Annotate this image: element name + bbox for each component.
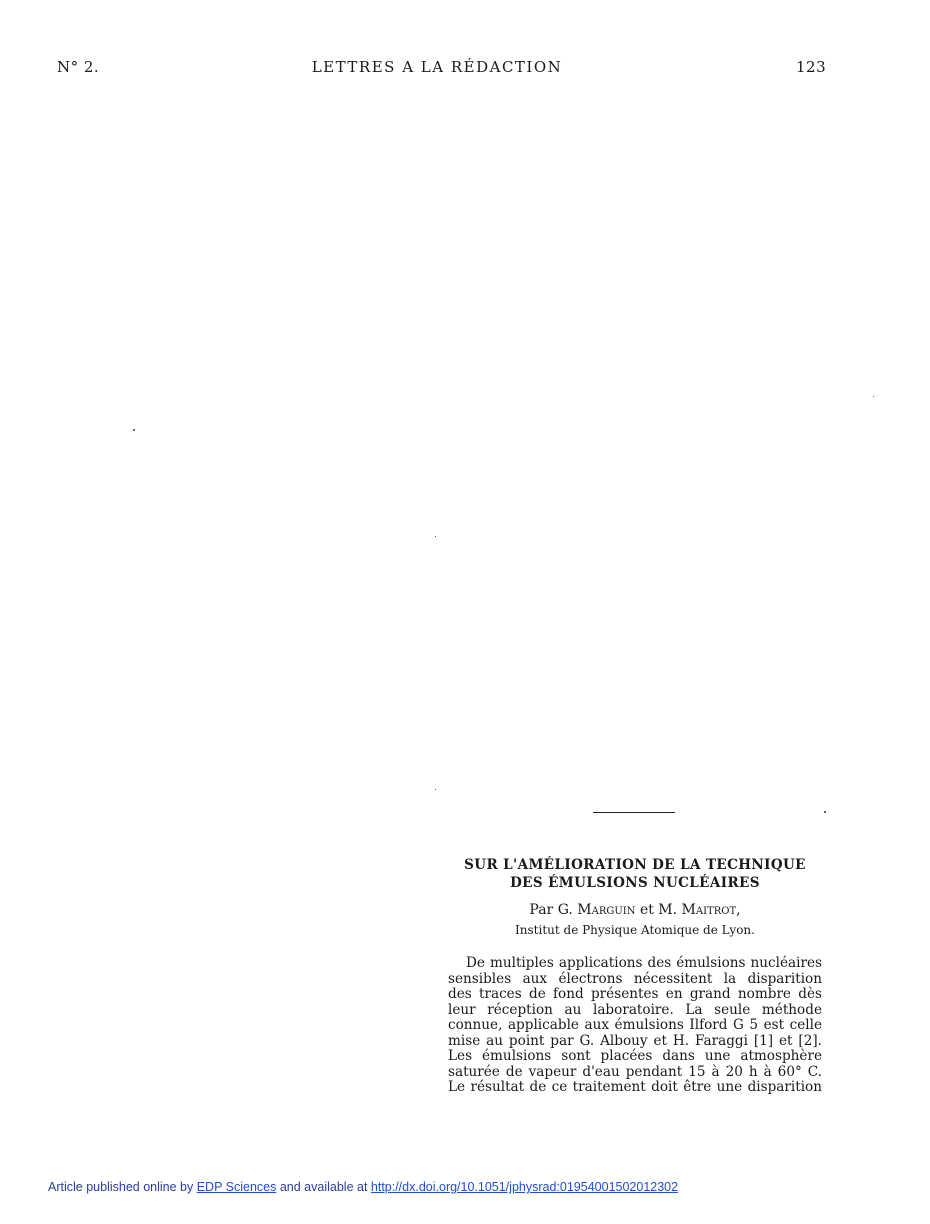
body-line: De multiples applications des émulsions nucléaires bbox=[466, 955, 822, 971]
article-title-line1: SUR L'AMÉLIORATION DE LA TECHNIQUE bbox=[464, 857, 806, 873]
body-line: leur réception au laboratoire. La seule méthode bbox=[448, 1001, 822, 1018]
edp-sciences-link[interactable]: EDP Sciences bbox=[196, 1180, 277, 1194]
page-number: 123 bbox=[796, 58, 827, 76]
speck bbox=[873, 396, 874, 397]
speck bbox=[435, 536, 436, 537]
byline-end: , bbox=[736, 902, 741, 918]
byline-et: et M. bbox=[635, 902, 682, 918]
article-body bbox=[448, 956, 822, 1096]
publication-footer bbox=[48, 1180, 678, 1194]
body-line: Les émulsions sont placées dans une atmosphère bbox=[448, 1048, 822, 1064]
body-line: des traces de fond présentes en grand nombre dès bbox=[448, 986, 822, 1002]
body-line: Le résultat de ce traitement doit être une disparition bbox=[448, 1079, 822, 1095]
footer-middle: and available at bbox=[276, 1180, 371, 1194]
footer-prefix: Article published online by bbox=[48, 1180, 197, 1194]
affiliation: Institut de Physique Atomique de Lyon. bbox=[515, 923, 755, 937]
body-line: saturée de vapeur d'eau pendant 15 à 20 h à 60° C. bbox=[448, 1063, 822, 1080]
issue-number: N° 2. bbox=[57, 58, 100, 76]
section-divider bbox=[593, 812, 675, 813]
body-line: mise au point par G. Albouy et H. Faraggi [1] et [2]. bbox=[448, 1032, 822, 1049]
speck bbox=[824, 811, 826, 813]
speck bbox=[133, 429, 135, 431]
speck bbox=[435, 789, 436, 790]
author-maitrot: Maitrot bbox=[681, 902, 737, 918]
doi-link[interactable]: http://dx.doi.org/10.1051/jphysrad:01954001502012302 bbox=[370, 1180, 679, 1194]
byline-par: Par G. bbox=[529, 902, 578, 918]
author-marguin: Marguin bbox=[577, 902, 636, 918]
article-byline bbox=[445, 902, 825, 918]
body-line: connue, applicable aux émulsions Ilford G 5 est celle bbox=[448, 1017, 822, 1033]
article-title-line2: DES ÉMULSIONS NUCLÉAIRES bbox=[510, 875, 760, 891]
running-header: LETTRES A LA RÉDACTION bbox=[311, 58, 563, 76]
body-line: sensibles aux électrons nécessitent la disparition bbox=[448, 970, 822, 987]
article-title bbox=[445, 856, 825, 892]
